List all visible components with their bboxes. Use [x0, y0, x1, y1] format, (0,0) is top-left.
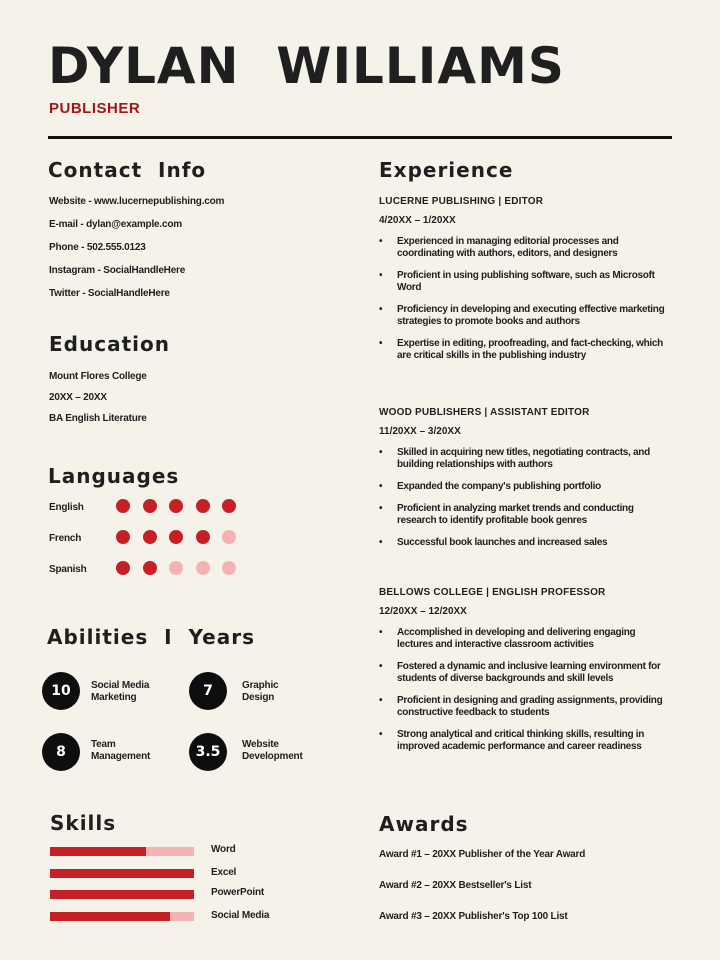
skill-bar-fill	[50, 890, 194, 899]
job-bullet: • Strong analytical and critical thinking skills, resulting in improved academic performance and career readiness	[379, 729, 667, 753]
skill-label: PowerPoint	[211, 887, 265, 898]
education-years: 20XX – 20XX	[49, 392, 107, 403]
job-title: BELLOWS COLLEGE | ENGLISH PROFESSOR	[379, 587, 606, 598]
abilities-heading: Abilities I Years	[47, 625, 256, 649]
ability-label	[91, 680, 181, 704]
skill-bar-fill	[50, 847, 146, 856]
job-bullet: • Experienced in managing editorial processes and coordinating with authors, editors, and designers	[379, 236, 667, 260]
language-name: French	[49, 533, 82, 544]
ability-label	[242, 739, 332, 763]
job-bullet: • Proficient in using publishing software, such as Microsoft Word	[379, 270, 667, 294]
job-bullet: • Proficient in designing and grading assignments, providing constructive feedback to students	[379, 695, 667, 719]
job-bullets	[379, 627, 679, 753]
contact-email: E-mail - dylan@example.com	[49, 219, 182, 230]
ability-years-badge: 7	[189, 672, 227, 710]
language-level-dot-empty	[222, 561, 236, 575]
skill-label: Excel	[211, 867, 237, 878]
language-level-dot-filled	[116, 499, 130, 513]
ability-label-line: Social Media	[91, 680, 150, 691]
job-bullets	[379, 236, 679, 362]
education-school: Mount Flores College	[49, 371, 147, 382]
ability-years-badge: 10	[42, 672, 80, 710]
job-entry	[379, 587, 679, 763]
language-level-dot-empty	[196, 561, 210, 575]
contact-instagram: Instagram - SocialHandleHere	[49, 265, 186, 276]
language-level-dot-empty	[222, 530, 236, 544]
ability-label-line: Website	[242, 739, 279, 750]
award-item: Award #2 – 20XX Bestseller's List	[379, 880, 532, 891]
ability-label-line: Design	[242, 692, 275, 703]
skill-label: Social Media	[211, 910, 270, 921]
job-dates: 4/20XX – 1/20XX	[379, 215, 456, 226]
job-bullet: • Fostered a dynamic and inclusive learning environment for students of diverse backgrounds and skill levels	[379, 661, 667, 685]
ability-label-line: Team	[91, 739, 116, 750]
language-level-dot-filled	[169, 499, 183, 513]
award-item: Award #1 – 20XX Publisher of the Year Award	[379, 849, 586, 860]
job-bullet: • Skilled in acquiring new titles, negotiating contracts, and building relationships with authors	[379, 447, 667, 471]
awards-list	[379, 849, 585, 942]
language-level-dot-filled	[116, 561, 130, 575]
ability-label-line: Development	[242, 751, 303, 762]
language-level-dot-filled	[196, 530, 210, 544]
skill-bar	[50, 847, 194, 856]
job-bullet: • Proficiency in developing and executing effective marketing strategies to promote books and authors	[379, 304, 667, 328]
education-heading: Education	[49, 332, 170, 356]
experience-heading: Experience	[379, 158, 514, 182]
resume-role: PUBLISHER	[49, 100, 141, 117]
language-level-dot-filled	[143, 499, 157, 513]
language-level-dot-filled	[222, 499, 236, 513]
language-level-dot-filled	[196, 499, 210, 513]
header-divider	[48, 136, 672, 139]
awards-heading: Awards	[379, 812, 469, 836]
job-dates: 12/20XX – 12/20XX	[379, 606, 467, 617]
ability-label	[242, 680, 332, 704]
contact-list	[49, 196, 224, 311]
ability-label-line: Management	[91, 751, 151, 762]
job-dates: 11/20XX – 3/20XX	[379, 426, 461, 437]
job-bullet: • Expanded the company's publishing portfolio	[379, 481, 667, 493]
skill-label: Word	[211, 844, 236, 855]
language-name: English	[49, 502, 84, 513]
job-bullet: • Accomplished in developing and delivering engaging lectures and interactive classroom activities	[379, 627, 667, 651]
skills-heading: Skills	[50, 811, 117, 835]
job-entry	[379, 407, 679, 559]
language-level-dot-empty	[169, 561, 183, 575]
language-level-dot-filled	[169, 530, 183, 544]
job-title: WOOD PUBLISHERS | ASSISTANT EDITOR	[379, 407, 590, 418]
job-bullet: • Expertise in editing, proofreading, and fact-checking, which are critical skills in the publishing industry	[379, 338, 667, 362]
job-bullet: • Successful book launches and increased sales	[379, 537, 667, 549]
language-level-dot-filled	[143, 561, 157, 575]
language-name: Spanish	[49, 564, 87, 575]
skill-bar-fill	[50, 869, 194, 878]
skill-bar	[50, 869, 194, 878]
job-entry	[379, 196, 679, 372]
ability-label	[91, 739, 181, 763]
contact-phone: Phone - 502.555.0123	[49, 242, 146, 253]
job-title: LUCERNE PUBLISHING | EDITOR	[379, 196, 544, 207]
contact-twitter: Twitter - SocialHandleHere	[49, 288, 170, 299]
contact-heading: Contact Info	[48, 158, 207, 182]
contact-website: Website - www.lucernepublishing.com	[49, 196, 225, 207]
ability-years-badge: 3.5	[189, 733, 227, 771]
education-list	[49, 371, 147, 434]
skill-bar-fill	[50, 912, 170, 921]
languages-heading: Languages	[48, 464, 180, 488]
skill-bar	[50, 890, 194, 899]
language-level-dot-filled	[116, 530, 130, 544]
language-level-dot-filled	[143, 530, 157, 544]
ability-label-line: Marketing	[91, 692, 137, 703]
award-item: Award #3 – 20XX Publisher's Top 100 List	[379, 911, 568, 922]
ability-years-badge: 8	[42, 733, 80, 771]
job-bullet: • Proficient in analyzing market trends and conducting research to identify profitable book genres	[379, 503, 667, 527]
resume-name: DYLAN WILLIAMS	[48, 37, 565, 95]
skill-bar	[50, 912, 194, 921]
ability-label-line: Graphic	[242, 680, 279, 691]
job-bullets	[379, 447, 679, 549]
education-degree: BA English Literature	[49, 413, 147, 424]
